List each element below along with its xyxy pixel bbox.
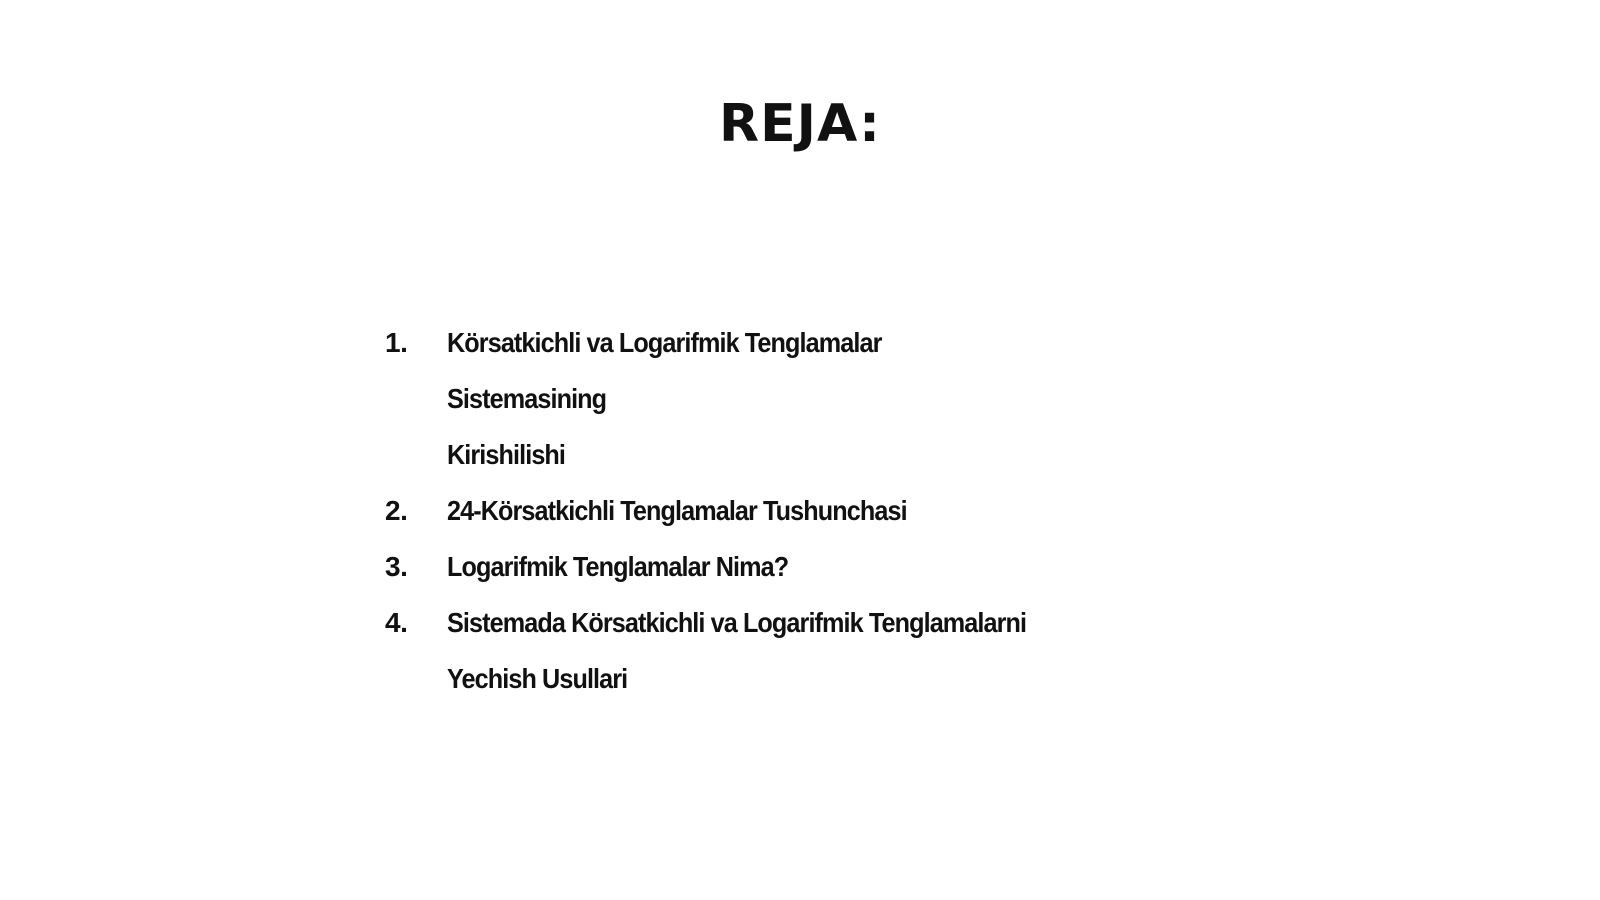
agenda-item-2-number: 2. [385,495,408,526]
agenda-item-1-number: 1. [385,327,408,358]
agenda-item-3-text [447,539,1039,595]
slide-title: REJA: [719,94,881,154]
agenda-item-4-text [447,595,1039,707]
agenda-item-2-line-1: 24-Körsatkichli Tenglamalar Tushunchasi [447,495,907,526]
agenda-item-4-number: 4. [385,607,408,638]
agenda-item-2 [385,483,1105,539]
agenda-item-2-text [447,483,1039,539]
agenda-item-1 [385,315,1105,483]
agenda-item-4-line-2: Yechish Usullari [447,663,628,694]
agenda-item-3-line-1: Logarifmik Tenglamalar Nima? [447,551,789,582]
agenda-item-1-text [447,315,1039,483]
agenda-item-4-line-1: Sistemada Körsatkichli va Logarifmik Tenglamalarni [447,607,1027,638]
agenda-item-3-number: 3. [385,551,408,582]
agenda-item-1-line-1: Körsatkichli va Logarifmik Tenglamalar Sistemasining [447,327,882,414]
agenda-item-4 [385,595,1105,707]
agenda-item-1-line-2: Kirishilishi [447,439,566,470]
agenda-item-3 [385,539,1105,595]
agenda-list [385,315,1105,707]
